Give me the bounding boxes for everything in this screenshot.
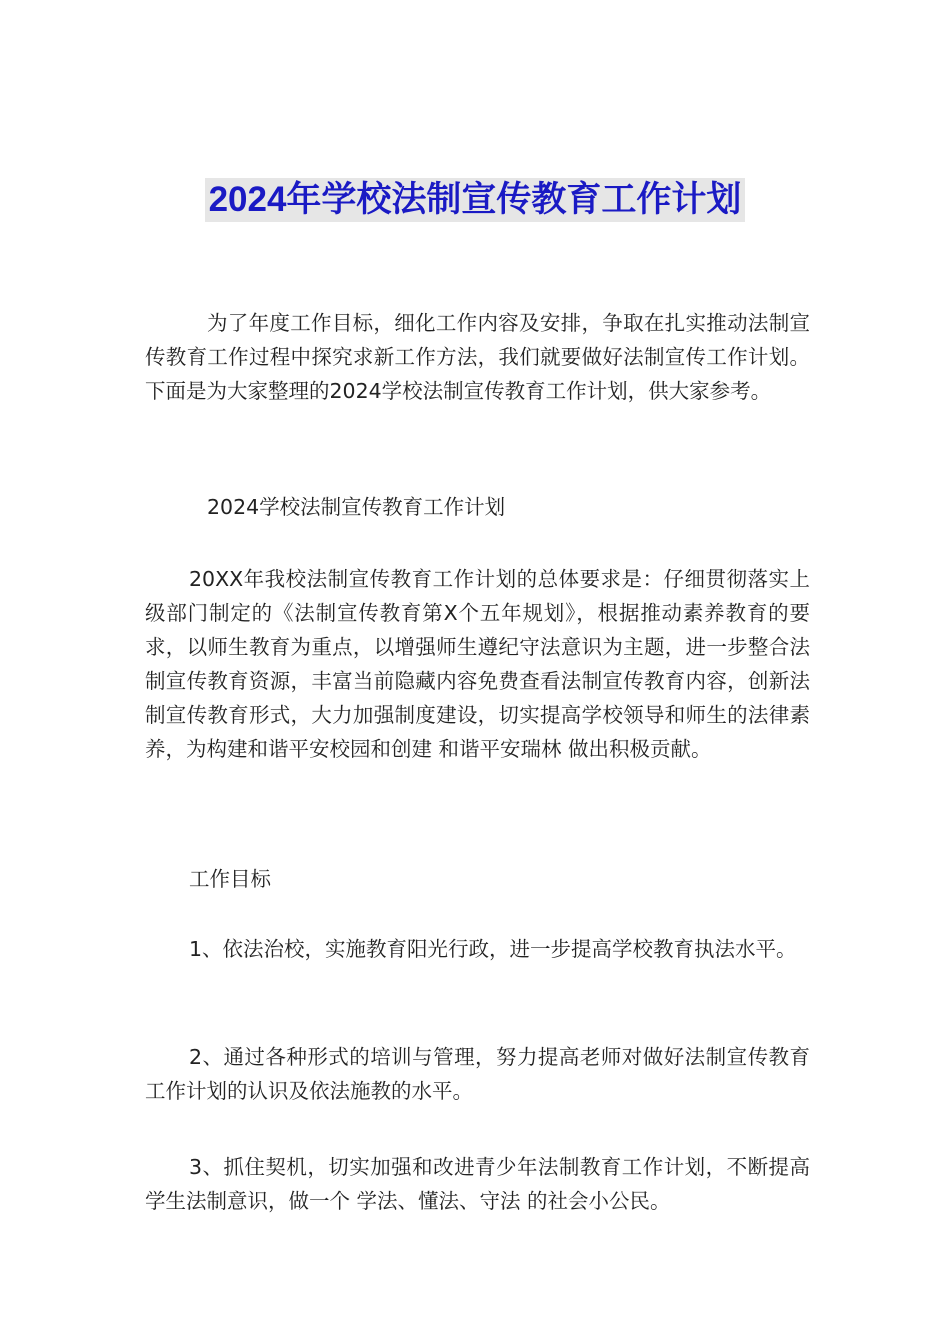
intro-paragraph: 为了年度工作目标，细化工作内容及安排，争取在扎实推动法制宣传教育工作过程中探究求新工作方法，我们就要做好法制宣传工作计划。下面是为大家整理的2024学校法制宣传教育工作计划，供大家参考。: [145, 311, 810, 403]
goal-item: 3、抓住契机，切实加强和改进青少年法制教育工作计划，不断提高学生法制意识，做一个 学法、懂法、守法 的社会小公民。: [145, 1155, 810, 1213]
goal-item-block: [145, 932, 810, 966]
goal-item: 2、通过各种形式的培训与管理，努力提高老师对做好法制宣传教育工作计划的认识及依法施教的水平。: [145, 1045, 810, 1103]
goals-heading-block: [145, 862, 810, 896]
goal-item-block: [145, 1150, 810, 1218]
intro-paragraph-block: [145, 306, 810, 408]
goal-item: 1、依法治校，实施教育阳光行政，进一步提高学校教育执法水平。: [189, 937, 797, 961]
section-subtitle: 2024学校法制宣传教育工作计划: [207, 495, 506, 519]
document-title: 2024年学校法制宣传教育工作计划: [205, 178, 746, 222]
summary-paragraph-block: [145, 562, 810, 766]
title-container: [0, 178, 950, 222]
summary-paragraph: 20XX年我校法制宣传教育工作计划的总体要求是：仔细贯彻落实上级部门制定的《法制宣传教育第X个五年规划》，根据推动素养教育的要求，以师生教育为重点，以增强师生遵纪守法意识为主题，进一步整合法制宣传教育资源，丰富当前隐藏内容免费查看法制宣传教育内容，创新法制宣传教育形式，大力加强制度建设，切实提高学校领导和师生的法律素养，为构建和谐平安校园和创建 和谐平安瑞林 做出积极贡献。: [145, 567, 810, 761]
subtitle-block: [145, 490, 810, 524]
goals-heading: 工作目标: [189, 867, 271, 891]
goal-item-block: [145, 1040, 810, 1108]
